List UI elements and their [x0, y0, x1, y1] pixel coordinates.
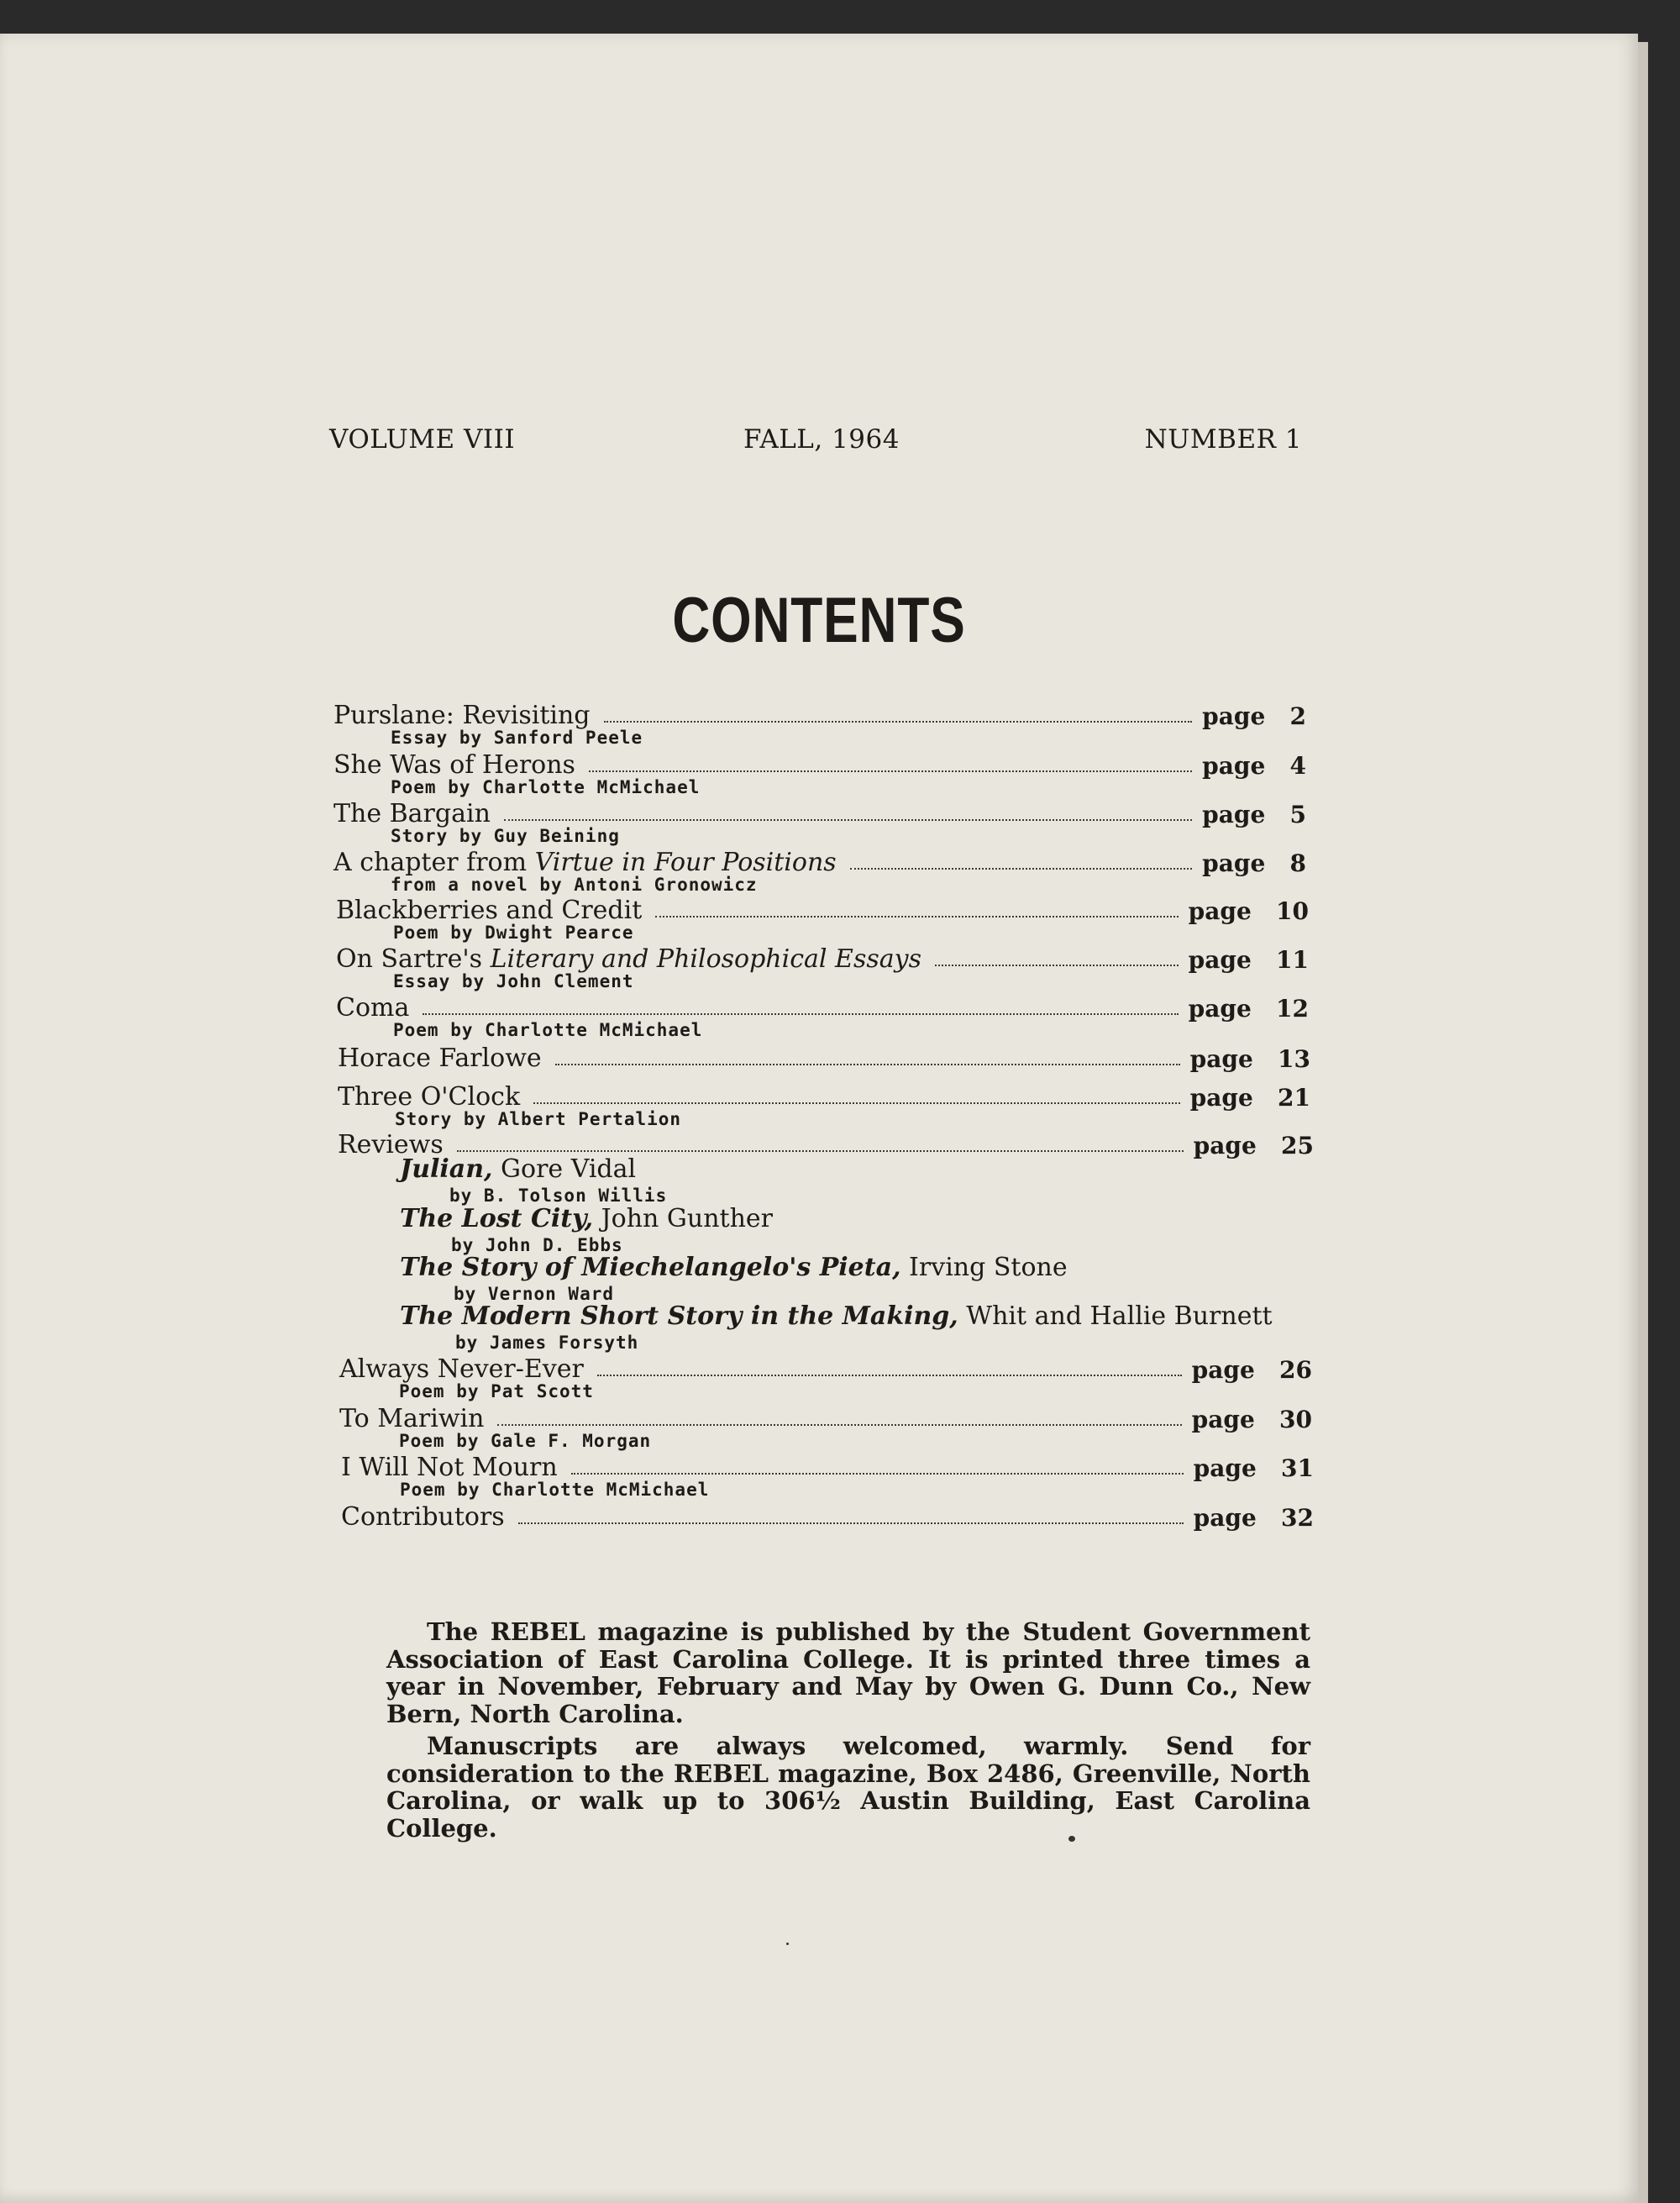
toc-title: Purslane: Revisiting	[333, 701, 591, 730]
toc-title: A chapter from Virtue in Four Positions	[333, 848, 837, 877]
toc-title: She Was of Herons	[333, 750, 575, 780]
toc-page-number: page 10	[1188, 897, 1309, 925]
publication-notice	[386, 1618, 1310, 1842]
toc-entry	[333, 691, 1306, 730]
toc-page-number: page 8	[1202, 849, 1306, 877]
volume-label: VOLUME VIII	[329, 424, 516, 455]
toc-page-number: page 2	[1202, 702, 1306, 730]
dot-leader	[533, 1102, 1180, 1104]
issue-header	[329, 424, 1302, 475]
review-byline: by B. Tolson Willis	[449, 1186, 668, 1206]
paper-speck	[1068, 1836, 1075, 1842]
review-entry: The Lost City, John Gunther	[400, 1204, 773, 1233]
toc-entry	[338, 1073, 1310, 1112]
toc-entry	[333, 839, 1306, 877]
toc-entry	[341, 1443, 1314, 1482]
publication-paragraph: The REBEL magazine is published by the Student Government Association of East Carolina College. It is printed three times a year in November, February and May by Owen G. Dunn Co., New Bern, North Carolina.	[386, 1617, 1310, 1728]
toc-byline: from a novel by Antoni Gronowicz	[391, 875, 758, 895]
toc-byline: Essay by Sanford Peele	[391, 728, 643, 748]
toc-byline: Poem by Charlotte McMichael	[391, 777, 701, 797]
dot-leader	[589, 770, 1192, 772]
toc-page-number: page 32	[1193, 1504, 1314, 1532]
review-entry: The Story of Miechelangelo's Pieta, Irving Stone	[400, 1253, 1068, 1282]
toc-title: The Bargain	[333, 799, 491, 828]
review-byline: by John D. Ebbs	[451, 1235, 623, 1255]
toc-title: Horace Farlowe	[338, 1044, 542, 1073]
review-entry: Julian, Gore Vidal	[400, 1154, 637, 1184]
toc-page-number: page 13	[1189, 1045, 1310, 1073]
review-byline: by James Forsyth	[455, 1333, 639, 1353]
toc-entry	[336, 935, 1309, 974]
toc-byline: Poem by Gale F. Morgan	[399, 1431, 652, 1451]
toc-entry	[341, 1493, 1314, 1532]
dot-leader	[597, 1375, 1182, 1376]
toc-byline: Essay by John Clement	[393, 971, 634, 991]
dot-leader	[423, 1013, 1178, 1015]
submission-paragraph: Manuscripts are always welcomed, warmly. Send for consideration to the REBEL magazine, Box 2486, Greenville, North Carolina, or walk up to 306½ Austin Building, East Carolina College.	[386, 1732, 1310, 1843]
toc-entry	[336, 886, 1309, 925]
toc-byline: Poem by Pat Scott	[399, 1381, 594, 1401]
toc-title: To Mariwin	[339, 1404, 485, 1433]
toc-entry	[339, 1345, 1312, 1384]
page-title: CONTENTS	[672, 585, 966, 656]
toc-byline: Poem by Dwight Pearce	[393, 923, 634, 943]
toc-page-number: page 12	[1188, 995, 1309, 1023]
toc-byline: Poem by Charlotte McMichael	[400, 1480, 710, 1500]
toc-title: Three O'Clock	[338, 1082, 521, 1112]
dot-leader	[555, 1064, 1180, 1065]
page-sheet	[0, 34, 1638, 2203]
toc-byline: Story by Albert Pertalion	[395, 1109, 682, 1129]
dot-leader	[518, 1522, 1184, 1524]
toc-entry	[333, 741, 1306, 780]
number-label: NUMBER 1	[1144, 424, 1302, 455]
toc-title: On Sartre's Literary and Philosophical Essays	[336, 944, 921, 974]
toc-page-number: page 31	[1193, 1454, 1314, 1482]
toc-title: I Will Not Mourn	[341, 1453, 558, 1482]
toc-title: Contributors	[341, 1502, 505, 1532]
dot-leader	[571, 1473, 1184, 1475]
page-edge	[1638, 42, 1648, 2203]
toc-entry	[333, 790, 1306, 828]
dot-leader	[497, 1424, 1181, 1426]
toc-byline: Poem by Charlotte McMichael	[393, 1020, 703, 1040]
toc-title: Always Never-Ever	[339, 1354, 584, 1384]
season-label: FALL, 1964	[743, 424, 900, 455]
dot-leader	[504, 819, 1192, 821]
dot-leader	[935, 965, 1179, 966]
toc-entry	[338, 1034, 1310, 1073]
toc-title: Coma	[336, 993, 410, 1023]
toc-title: Blackberries and Credit	[336, 896, 643, 925]
paper-speck	[786, 1943, 789, 1945]
toc-page-number: page 5	[1202, 801, 1306, 828]
toc-page-number: page 25	[1193, 1132, 1314, 1159]
review-byline: by Vernon Ward	[454, 1284, 615, 1304]
toc-page-number: page 4	[1202, 752, 1306, 780]
dot-leader	[850, 868, 1192, 870]
dot-leader	[655, 916, 1178, 917]
toc-page-number: page 26	[1191, 1356, 1312, 1384]
toc-page-number: page 30	[1191, 1406, 1312, 1433]
review-entry: The Modern Short Story in the Making, Whit and Hallie Burnett	[400, 1301, 1273, 1331]
toc-entry	[336, 984, 1309, 1023]
toc-page-number: page 21	[1189, 1084, 1310, 1112]
toc-title: Reviews	[338, 1130, 444, 1159]
dot-leader	[604, 721, 1193, 723]
toc-entry	[339, 1395, 1312, 1433]
dot-leader	[457, 1150, 1184, 1152]
toc-byline: Story by Guy Beining	[391, 826, 620, 846]
toc-page-number: page 11	[1188, 946, 1309, 974]
